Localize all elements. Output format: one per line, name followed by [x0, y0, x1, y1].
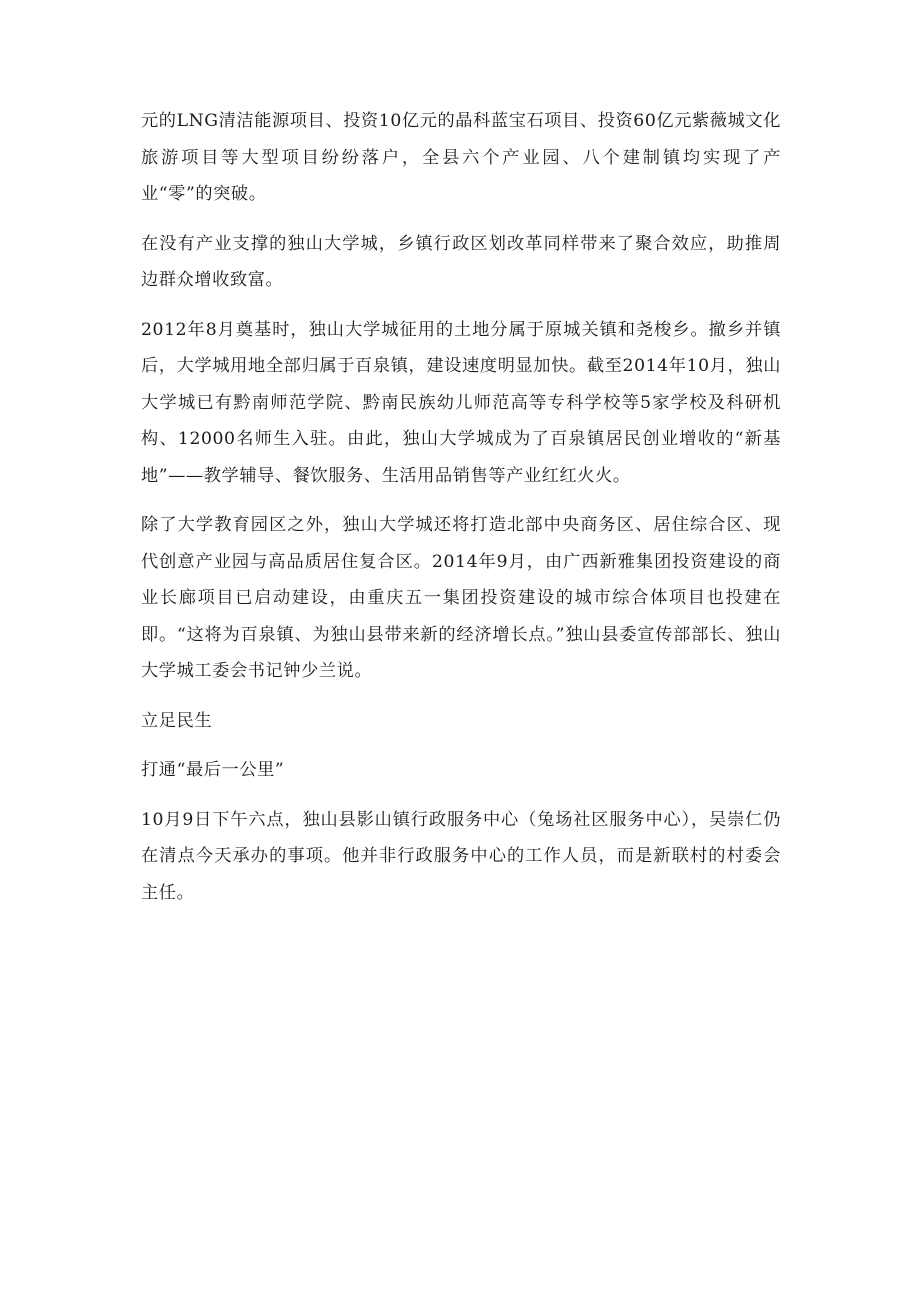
section-heading-livelihood: 立足民生 [141, 710, 213, 731]
paragraph-service-center: 10月9日下午六点，独山县影山镇行政服务中心（兔场社区服务中心），吴崇仁仍在清点今天承办的事项。他并非行政服务中心的工作人员，而是新联村的村委会主任。 [141, 809, 781, 903]
article-body [141, 103, 781, 924]
paragraph-projects: 元的LNG清洁能源项目、投资10亿元的晶科蓝宝石项目、投资60亿元紫薇城文化旅游项目等大型项目纷纷落户，全县六个产业园、八个建制镇均实现了产业“零”的突破。 [141, 111, 781, 204]
paragraph-university-town-plan: 除了大学教育园区之外，独山大学城还将打造北部中央商务区、居住综合区、现代创意产业园与高品质居住复合区。2014年9月，由广西新雅集团投资建设的商业长廊项目已启动建设，由重庆五一集团投资建设的城市综合体项目也投建在即。“这将为百泉镇、为独山县带来新的经济增长点。”独山县委宣传部部长、独山大学城工委会书记钟少兰说。 [141, 515, 781, 681]
paragraph-university-town-history: 2012年8月奠基时，独山大学城征用的土地分属于原城关镇和尧梭乡。撤乡并镇后，大学城用地全部归属于百泉镇，建设速度明显加快。截至2014年10月，独山大学城已有黔南师范学院、黔南民族幼儿师范高等专科学校等5家学校及科研机构、12000名师生入驻。由此，独山大学城成为了百泉镇居民创业增收的“新基地”——教学辅导、餐饮服务、生活用品销售等产业红红火火。 [141, 319, 781, 486]
paragraph-university-town-intro: 在没有产业支撑的独山大学城，乡镇行政区划改革同样带来了聚合效应，助推周边群众增收致富。 [141, 233, 781, 290]
section-subheading-last-mile: 打通“最后一公里” [141, 760, 285, 780]
